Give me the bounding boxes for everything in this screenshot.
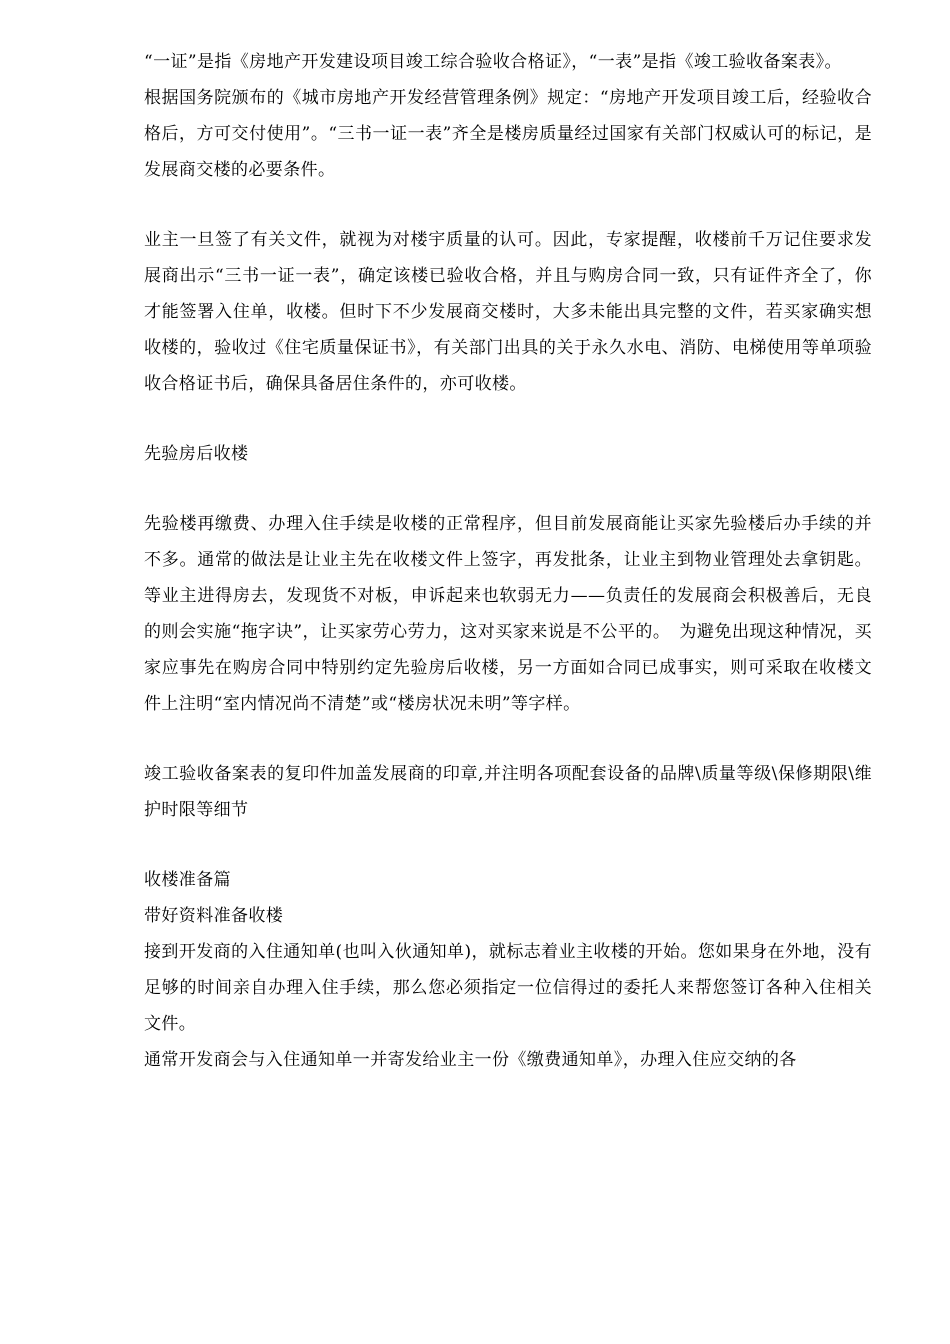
paragraph-owner-advice: 业主一旦签了有关文件，就视为对楼宇质量的认可。因此，专家提醒，收楼前千万记住要求发展商出示“三书一证一表”，确定该楼已验收合格，并且与购房合同一致，只有证件齐全了，你才能签署入住单，收楼。但时下不少发展商交楼时，大多未能出具完整的文件，若买家确实想收楼的，验收过《住宅质量保证书》，有关部门出具的关于永久水电、消防、电梯使用等单项验收合格证书后，确保具备居住条件的，亦可收楼。 xyxy=(144,230,872,394)
paragraph-regulation: 根据国务院颁布的《城市房地产开发经营管理条例》规定：“房地产开发项目竣工后，经验收合格后，方可交付使用”。“三书一证一表”齐全是楼房质量经过国家有关部门权威认可的标记，是发展商交楼的必要条件。 xyxy=(144,88,872,180)
section-heading-preparation: 收楼准备篇 xyxy=(144,870,231,890)
paragraph-fee-notice: 通常开发商会与入住通知单一并寄发给业主一份《缴费通知单》，办理入住应交纳的各 xyxy=(144,1050,797,1070)
paragraph-record-form: 竣工验收备案表的复印件加盖发展商的印章,并注明各项配套设备的品牌\质量等级\保修期限\维护时限等细节 xyxy=(144,764,872,820)
section-heading-inspect-first: 先验房后收楼 xyxy=(144,444,249,464)
paragraph-notice: 接到开发商的入住通知单(也叫入伙通知单)，就标志着业主收楼的开始。您如果身在外地，没有足够的时间亲自办理入住手续，那么您必须指定一位信得过的委托人来帮您签订各种入住相关文件。 xyxy=(144,942,872,1034)
document-body xyxy=(144,44,872,1078)
paragraph-definition: “一证”是指《房地产开发建设项目竣工综合验收合格证》，“一表”是指《竣工验收备案表》。 xyxy=(144,52,842,72)
subheading-bring-documents: 带好资料准备收楼 xyxy=(144,906,284,926)
paragraph-procedure: 先验楼再缴费、办理入住手续是收楼的正常程序，但目前发展商能让买家先验楼后办手续的并不多。通常的做法是让业主先在收楼文件上签字，再发批条，让业主到物业管理处去拿钥匙。等业主进得房去，发现货不对板，申诉起来也软弱无力——负责任的发展商会积极善后，无良的则会实施“拖字诀”，让买家劳心劳力，这对买家来说是不公平的。 为避免出现这种情况，买家应事先在购房合同中特别约定先验房后收楼，另一方面如合同已成事实，则可采取在收楼文件上注明“室内情况尚不清楚”或“楼房状况未明”等字样。 xyxy=(144,514,872,714)
